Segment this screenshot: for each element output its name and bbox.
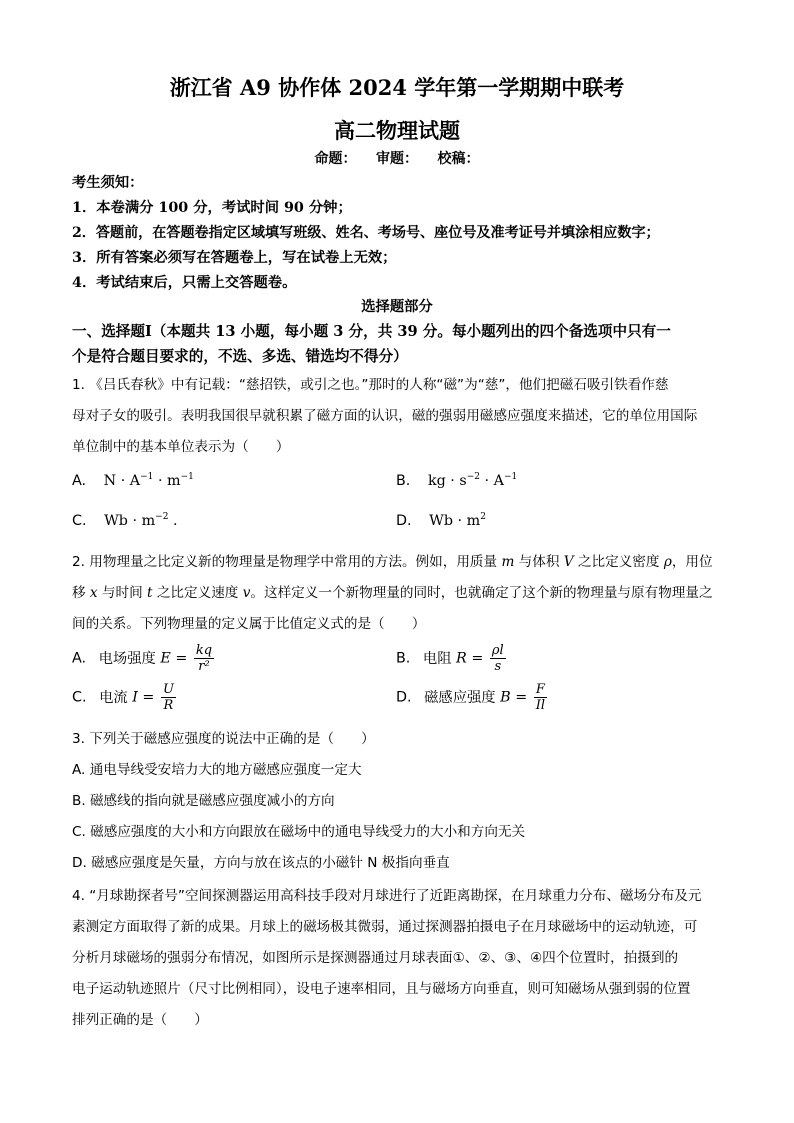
exam-staff-line: 命题： 审题： 校稿： (314, 151, 480, 167)
q3-option-d[interactable]: D. 磁感应强度是矢量，方向与放在该点的小磁针 N 极指向垂直 (72, 855, 450, 871)
fraction: $\frac{U}{R}$ (162, 682, 174, 713)
q4-stem-line: 素测定方面取得了新的成果。月球上的磁场极其微弱，通过探测器拍摄电子在月球磁场中的运动轨迹，可 (72, 919, 698, 935)
part-instruction-line: 个是符合题目要求的，不选、多选、错选均不得分） (72, 348, 408, 365)
q1-stem-line: 单位制中的基本单位表示为（ ） (72, 439, 290, 455)
q2-option-c[interactable]: C. 电流 I = $\frac{U}{R}$ (72, 682, 174, 713)
option-label: D. (396, 689, 412, 706)
notice-heading: 考生须知： (72, 175, 144, 191)
q1-stem-line: 1. 《吕氏春秋》中有记载：“慈招铁，或引之也。”那时的人称“磁”为“慈”，他们把磁石吸引铁看作慈 (72, 377, 669, 393)
fraction: $\frac{\rho l}{s}$ (491, 643, 504, 674)
option-label: C. (72, 513, 87, 529)
part-instruction-line: 一、选择题Ⅰ（本题共 13 小题，每小题 3 分，共 39 分。每小题列出的四个备选项中只有一 (72, 323, 671, 340)
notice-item: 2．答题前，在答题卷指定区域填写班级、姓名、考场号、座位号及准考证号并填涂相应数字； (72, 225, 660, 241)
exam-subtitle: 高二物理试题 (334, 118, 460, 143)
q3-option-b[interactable]: B. 磁感线的指向就是磁感应强度减小的方向 (72, 793, 335, 809)
option-label: D. (396, 513, 412, 529)
notice-item: 1．本卷满分 100 分，考试时间 90 分钟； (72, 200, 352, 216)
q1-stem-line: 母对子女的吸引。表明我国很早就积累了磁方面的认识，磁的强弱用磁感应强度来描述，它的单位用国际 (72, 408, 698, 424)
section-heading: 选择题部分 (361, 299, 433, 315)
q1-option-c[interactable] (72, 512, 178, 530)
q2-option-d[interactable]: D. 磁感应强度 B = $\frac{F}{Il}$ (396, 682, 546, 713)
option-formula: $N \cdot A^{-1} \cdot m^{-1}$ (103, 472, 194, 489)
option-formula: kg · $s^{-2} \cdot A^{-1}$ (427, 472, 518, 489)
q4-stem-line: 电子运动轨迹照片（尺寸比例相同），设电子速率相同，且与磁场方向垂直，则可知磁场从强到弱的位置 (72, 981, 691, 997)
option-label: B. (396, 650, 411, 667)
q1-option-a[interactable] (72, 472, 194, 490)
option-label: A. (72, 650, 87, 667)
q3-option-c[interactable]: C. 磁感应强度的大小和方向跟放在磁场中的通电导线受力的大小和方向无关 (72, 824, 526, 840)
q3-option-a[interactable]: A. 通电导线受安培力大的地方磁感应强度一定大 (72, 762, 362, 778)
q2-stem-line: 间的关系。下列物理量的定义属于比值定义式的是（ ） (72, 616, 426, 632)
exam-title: 浙江省 A9 协作体 2024 学年第一学期期中联考 (169, 75, 625, 100)
q2-option-a[interactable]: A. 电场强度 E = $\frac{kq}{\text{r²}}$ (72, 643, 213, 674)
q2-option-b[interactable]: B. 电阻 R = $\frac{\rho l}{s}$ (396, 643, 504, 674)
q4-stem-line: 排列正确的是（ ） (72, 1012, 208, 1028)
q4-stem-line: 4. “月球勘探者号”空间探测器运用高科技手段对月球进行了近距离勘探，在月球重力分布、磁场分布及元 (72, 888, 702, 904)
q1-option-b[interactable] (396, 472, 517, 490)
notice-item: 3．所有答案必须写在答题卷上，写在试卷上无效； (72, 250, 397, 266)
option-label: C. (72, 689, 87, 706)
option-formula: $Wb \cdot m^{-2}$ . (104, 512, 178, 529)
q2-stem-line: 2. 用物理量之比定义新的物理量是物理学中常用的方法。例如，用质量 m 与体积 V 之比定义密度 ρ，用位 (72, 554, 713, 570)
option-formula: $Wb \cdot m^2$ (429, 512, 486, 529)
option-label: A. (72, 473, 87, 489)
fraction: $\frac{kq}{\text{r²}}$ (195, 643, 213, 674)
option-label: B. (396, 473, 411, 489)
q3-stem: 3. 下列关于磁感应强度的说法中正确的是（ ） (72, 731, 375, 747)
fraction: $\frac{F}{Il}$ (535, 682, 546, 713)
q4-stem-line: 分析月球磁场的强弱分布情况，如图所示是探测器通过月球表面①、②、③、④四个位置时，拍摄到的 (72, 950, 679, 966)
q2-stem-line: 移 x 与时间 t 之比定义速度 v。这样定义一个新物理量的同时，也就确定了这个新的物理量与原有物理量之 (72, 585, 713, 601)
notice-item: 4．考试结束后，只需上交答题卷。 (72, 275, 297, 291)
q1-option-d[interactable] (396, 512, 486, 530)
